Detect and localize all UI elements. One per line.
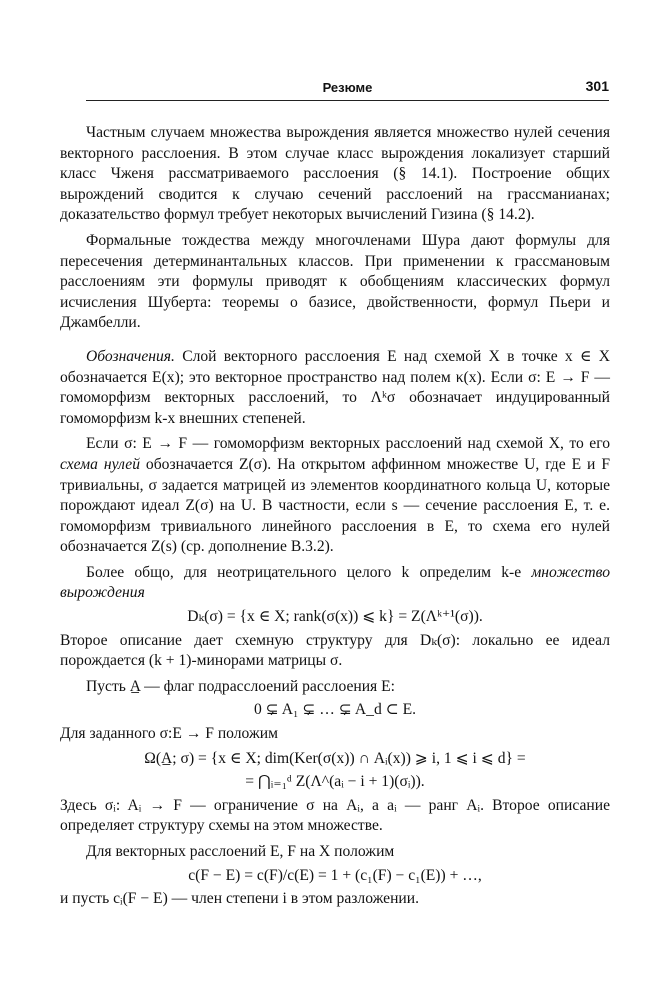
notation-text: Слой векторного расслоения E над схемой X в точке x ∈ X обозначается E(x); это векторное пространство над полем κ(x). Если σ: E → F — гомоморфизм векторных расслоений, то Λᵏσ обозначает индуцированный гомоморфизм k-х внешних степеней.	[60, 347, 610, 427]
zero-scheme-text-a: Если σ: E → F — гомоморфизм векторных расслоений над схемой X, то его	[86, 435, 610, 453]
paragraph-zero-scheme	[60, 434, 610, 558]
zero-scheme-text-b: обозначается Z(σ). На открытом аффинном множестве U, где E и F тривиальны, σ задается матрицей из элементов координатного кольца U, которые порождают идеал Z(σ) на U. В частности, если s — сечение расслоения E, т. е. гомоморфизм тривиального линейного расслоения в E, то схема его нулей обозначается Z(s) (ср. дополнение B.3.2).	[60, 455, 610, 556]
degeneracy-text: Более общо, для неотрицательного целого k определим k-е	[86, 563, 532, 581]
notation-label: Обозначения.	[86, 347, 175, 365]
paragraph-restriction: Здесь σᵢ: Aᵢ → F — ограничение σ на Aᵢ, а aᵢ — ранг Aᵢ. Второе описание определяет структуру схемы на этом множестве.	[60, 796, 610, 835]
paragraph-degeneracy	[60, 563, 610, 604]
running-title: Резюме	[322, 80, 373, 95]
paragraph-1: Частным случаем множества вырождения является множество нулей сечения векторного расслоения. В этом случае класс вырождения локализует старший класс Чженя рассматриваемого расслоения (§ 14.1). Построение общих вырождений сводится к случаю сечений расслоений на грассманианах; доказательство формул требует некоторых вычислений Гизина (§ 14.2).	[60, 124, 610, 224]
paragraph-flag: Пусть A̲ — флаг подрасслоений расслоения E:	[86, 677, 395, 695]
paragraph-chern-term: и пусть cᵢ(F − E) — член степени i в этом разложении.	[60, 890, 420, 908]
zero-scheme-term: схема нулей	[60, 455, 140, 473]
paragraph-vector-bundles: Для векторных расслоений E, F на X положим	[86, 843, 395, 860]
formula-intersection: = ⋂ᵢ₌₁ᵈ Z(Λ^(aᵢ − i + 1)(σᵢ)).	[245, 773, 425, 791]
formula-flag: 0 ⊊ A₁ ⊊ … ⊊ A_d ⊂ E.	[253, 701, 417, 719]
paragraph-2: Формальные тождества между многочленами Шура дают формулы для пересечения детерминантальных классов. При применении к грассмановым расслоениям эти формулы приводят к обобщениям классических формул исчисления Шуберта: теоремы о базисе, двойственности, формул Пьери и Джамбелли.	[60, 231, 610, 332]
formula-omega: Ω(A̲; σ) = {x ∈ X; dim(Ker(σ(x)) ∩ Aᵢ(x)) ⩾ i, 1 ⩽ i ⩽ d} =	[144, 749, 526, 767]
paragraph-notation	[60, 347, 610, 429]
degeneracy-term: множество вырождения	[60, 563, 610, 602]
page-number: 301	[585, 78, 609, 94]
formula-chern-class: c(F − E) = c(F)/c(E) = 1 + (c₁(F) − c₁(E)) + …,	[188, 866, 482, 884]
page-body	[60, 123, 610, 910]
running-header	[86, 80, 609, 101]
paragraph-given-sigma: Для заданного σ:E → F положим	[60, 725, 278, 743]
formula-degeneracy-locus: Dₖ(σ) = {x ∈ X; rank(σ(x)) ⩽ k} = Z(Λᵏ⁺¹(σ)).	[187, 608, 483, 626]
paragraph-scheme-structure: Второе описание дает схемную структуру для Dₖ(σ): локально ее идеал порождается (k + 1)-минорами матрицы σ.	[60, 631, 610, 670]
